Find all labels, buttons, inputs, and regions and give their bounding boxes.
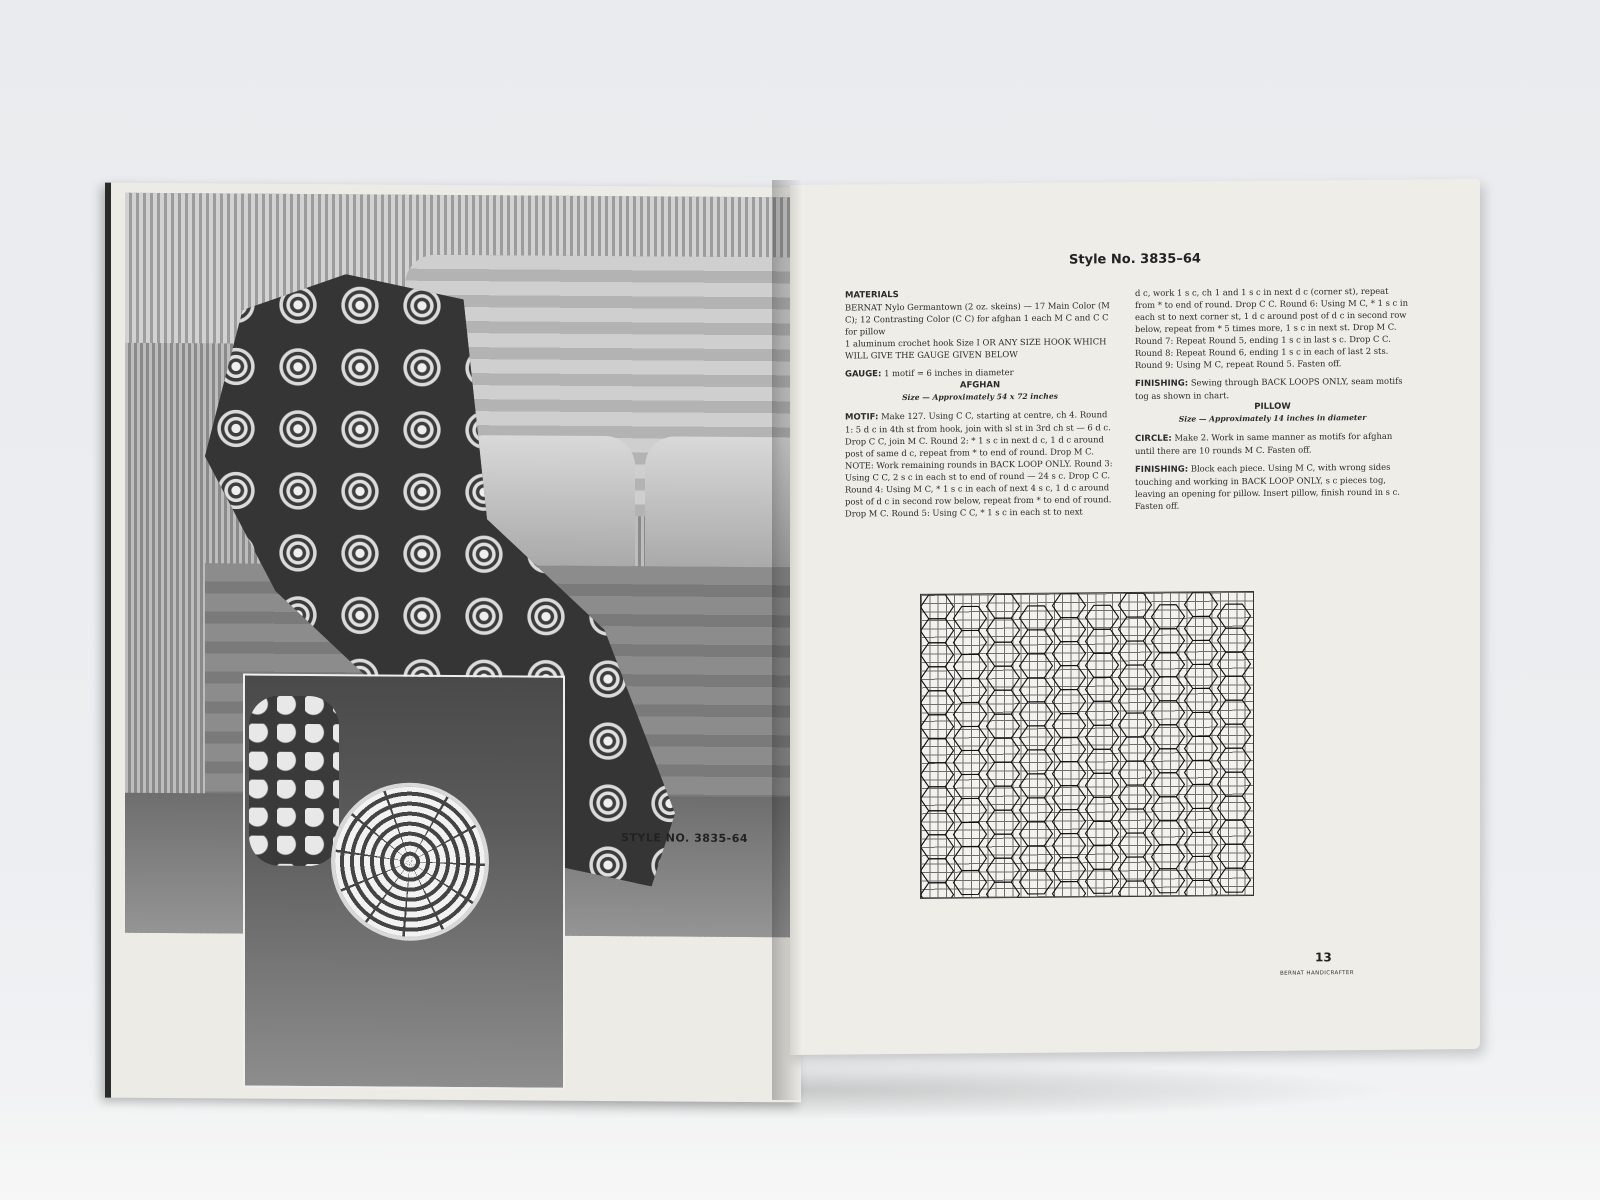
hexagon-motif-outline bbox=[1218, 652, 1251, 676]
hexagon-motif-outline bbox=[1119, 857, 1152, 881]
motif-paragraph bbox=[845, 408, 1115, 519]
hexagon-motif-outline bbox=[987, 714, 1020, 738]
hexagon-motif-outline bbox=[1185, 592, 1218, 616]
hexagon-motif-outline bbox=[921, 619, 954, 643]
hexagon-motif-outline bbox=[1152, 749, 1185, 773]
hexagon-motif-outline bbox=[1053, 665, 1086, 689]
hexagon-motif-outline bbox=[1185, 760, 1218, 784]
hexagon-motif-outline bbox=[1086, 701, 1119, 725]
finishing-text: Block each piece. Using M C, with wrong sides touching and working in BACK LOOP ONLY, s c pieces tog, leaving an opening for pillow. Insert pillow, finish round in s c. Fasten off. bbox=[1135, 461, 1400, 511]
hexagon-motif-outline bbox=[1020, 702, 1053, 726]
hexagon-motif-outline bbox=[1119, 593, 1152, 617]
hexagon-motif-outline bbox=[1053, 641, 1086, 665]
hexagon-layout-chart bbox=[920, 591, 1254, 899]
hexagon-motif-outline bbox=[921, 883, 954, 898]
hexagon-motif-outline bbox=[921, 667, 954, 691]
hexagon-motif-outline bbox=[1020, 678, 1053, 702]
hexagon-motif-outline bbox=[1185, 832, 1218, 856]
hexagon-motif-outline bbox=[921, 595, 954, 619]
hexagon-motif-outline bbox=[1152, 653, 1185, 677]
hexagon-motif-outline bbox=[1185, 664, 1218, 688]
hexagon-motif-outline bbox=[921, 787, 954, 811]
hexagon-motif-outline bbox=[954, 726, 987, 750]
finishing-afghan bbox=[1135, 375, 1410, 402]
gauge-text: 1 motif = 6 inches in diameter bbox=[884, 367, 1014, 379]
hexagon-motif-outline bbox=[1020, 846, 1053, 870]
hexagon-motif-outline bbox=[921, 811, 954, 835]
hexagon-motif-outline bbox=[1053, 833, 1086, 857]
hexagon-motif-outline bbox=[1152, 629, 1185, 653]
hexagon-motif-outline bbox=[1086, 725, 1119, 749]
hexagon-motif-outline bbox=[1185, 712, 1218, 736]
hexagon-motif-outline bbox=[987, 834, 1020, 858]
hexagon-motif-outline bbox=[1020, 654, 1053, 678]
hexagon-motif-outline bbox=[1119, 665, 1152, 689]
hexagon-motif-outline bbox=[1218, 628, 1251, 652]
hexagon-motif-outline bbox=[987, 738, 1020, 762]
hexagon-motif-outline bbox=[1053, 857, 1086, 881]
hexagon-motif-outline bbox=[1152, 821, 1185, 845]
hexagon-motif-outline bbox=[954, 630, 987, 654]
hexagon-motif-outline bbox=[1053, 809, 1086, 833]
motif-label: MOTIF: bbox=[845, 412, 879, 423]
hexagon-motif-outline bbox=[1152, 797, 1185, 821]
hexagon-motif-outline bbox=[921, 739, 954, 763]
afghan-heading: AFGHAN bbox=[959, 380, 1001, 391]
hexagon-motif-outline bbox=[1218, 724, 1251, 748]
hexagon-outlines bbox=[921, 592, 1253, 898]
hexagon-motif-outline bbox=[954, 678, 987, 702]
hexagon-motif-outline bbox=[987, 882, 1020, 898]
hexagon-motif-outline bbox=[987, 858, 1020, 882]
hexagon-motif-outline bbox=[1119, 641, 1152, 665]
publisher-footer: BERNAT HANDICRAFTER bbox=[1280, 970, 1355, 977]
flower-arrangement bbox=[249, 696, 339, 867]
hexagon-motif-outline bbox=[987, 642, 1020, 666]
hook-text: 1 aluminum crochet hook Size I OR ANY SIZE HOOK WHICH WILL GIVE THE GAUGE GIVEN BELOW bbox=[845, 336, 1107, 361]
hexagon-motif-outline bbox=[1086, 797, 1119, 821]
pillow-spokes bbox=[335, 786, 485, 937]
hexagon-motif-outline bbox=[1086, 773, 1119, 797]
hexagon-motif-outline bbox=[1185, 616, 1218, 640]
hexagon-motif-outline bbox=[1119, 737, 1152, 761]
page-title: Style No. 3835–64 bbox=[1069, 251, 1201, 268]
hexagon-motif-outline bbox=[1119, 785, 1152, 809]
hexagon-motif-outline bbox=[1053, 761, 1086, 785]
hexagon-motif-outline bbox=[1119, 881, 1152, 898]
hexagon-motif-outline bbox=[1086, 821, 1119, 845]
hexagon-motif-outline bbox=[1086, 605, 1119, 629]
hexagon-motif-outline bbox=[1020, 822, 1053, 846]
hexagon-motif-outline bbox=[1119, 809, 1152, 833]
hexagon-motif-outline bbox=[1152, 773, 1185, 797]
motif-text: Make 127. Using C C, starting at centre, ch 4. Round 1: 5 d c in 4th st from hook, join with sl st in 3rd ch st — 6 d c. Drop C C, join M C. Round 2: * 1 s c in next d c, 1 d c around post of same d c, repeat from * to end of round. Drop M C. NOTE: Work remaining rounds in BACK LOOP ONLY. Round 3: Using C C, 2 s c in each st to end of round — 24 s c. Drop C C. Round 4: Using M C, * 1 s c in each of next 4 s c, 1 d c around post of d c in second row below, repeat from * to end of round. Drop M C. Round 5: Using C C, * 1 s c in each st to next bbox=[845, 409, 1113, 519]
hexagon-motif-outline bbox=[987, 618, 1020, 642]
left-style-label: STYLE NO. 3835-64 bbox=[621, 831, 749, 846]
hexagon-motif-outline bbox=[921, 835, 954, 859]
finishing-pillow bbox=[1135, 461, 1410, 512]
hexagon-motif-outline bbox=[1086, 869, 1119, 893]
hexagon-motif-outline bbox=[1086, 653, 1119, 677]
hexagon-motif-outline bbox=[921, 691, 954, 715]
hexagon-motif-outline bbox=[1185, 808, 1218, 832]
hexagon-motif-outline bbox=[987, 762, 1020, 786]
hexagon-motif-outline bbox=[1086, 749, 1119, 773]
hexagon-motif-outline bbox=[1152, 701, 1185, 725]
materials-text: BERNAT Nylo Germantown (2 oz. skeins) — 17 Main Color (M C); 12 Contrasting Color (C C) for afghan 1 each M C and C C for pillow bbox=[845, 300, 1110, 337]
hexagon-motif-outline bbox=[954, 846, 987, 870]
hexagon-motif-outline bbox=[921, 715, 954, 739]
hexagon-motif-outline bbox=[1086, 845, 1119, 869]
hexagon-motif-outline bbox=[1020, 606, 1053, 630]
hexagon-motif-outline bbox=[1020, 870, 1053, 894]
hexagon-motif-outline bbox=[1152, 677, 1185, 701]
left-page bbox=[105, 183, 801, 1103]
afghan-size: Size — Approximately 54 x 72 inches bbox=[902, 391, 1058, 403]
hexagon-motif-outline bbox=[1119, 713, 1152, 737]
hexagon-motif-outline bbox=[1119, 689, 1152, 713]
finishing-label: FINISHING: bbox=[1135, 378, 1189, 389]
hexagon-motif-outline bbox=[1020, 726, 1053, 750]
hexagon-motif-outline bbox=[1053, 593, 1086, 617]
hexagon-motif-outline bbox=[1152, 605, 1185, 629]
pillow-photo bbox=[243, 674, 565, 1090]
hexagon-motif-outline bbox=[1119, 833, 1152, 857]
hexagon-motif-outline bbox=[954, 870, 987, 894]
hexagon-motif-outline bbox=[987, 810, 1020, 834]
hexagon-motif-outline bbox=[1185, 856, 1218, 880]
hexagon-motif-outline bbox=[954, 822, 987, 846]
hexagon-motif-outline bbox=[1185, 640, 1218, 664]
materials-heading: MATERIALS bbox=[845, 290, 899, 301]
hexagon-motif-outline bbox=[921, 763, 954, 787]
hexagon-motif-outline bbox=[1053, 881, 1086, 897]
hexagon-motif-outline bbox=[987, 666, 1020, 690]
circle-label: CIRCLE: bbox=[1135, 433, 1172, 444]
hexagon-motif-outline bbox=[1020, 750, 1053, 774]
hexagon-motif-outline bbox=[954, 702, 987, 726]
hexagon-motif-outline bbox=[1053, 785, 1086, 809]
hexagon-motif-outline bbox=[1053, 713, 1086, 737]
hexagon-motif-outline bbox=[1053, 737, 1086, 761]
hexagon-motif-outline bbox=[1218, 820, 1251, 844]
hexagon-motif-outline bbox=[1152, 845, 1185, 869]
hexagon-motif-outline bbox=[987, 786, 1020, 810]
hexagon-motif-outline bbox=[1185, 784, 1218, 808]
hexagon-motif-outline bbox=[1185, 736, 1218, 760]
hexagon-motif-outline bbox=[1218, 868, 1251, 892]
hexagon-motif-outline bbox=[1020, 798, 1053, 822]
circle-text: Make 2. Work in same manner as motifs for afghan until there are 10 rounds M C. Fasten off. bbox=[1135, 430, 1393, 456]
hexagon-motif-outline bbox=[954, 606, 987, 630]
instructions-column-left bbox=[845, 287, 1115, 519]
hexagon-motif-outline bbox=[1218, 676, 1251, 700]
hexagon-motif-outline bbox=[921, 859, 954, 883]
finishing-text: Sewing through BACK LOOPS ONLY, seam motifs tog as shown in chart. bbox=[1135, 375, 1403, 401]
hexagon-motif-outline bbox=[954, 750, 987, 774]
hexagon-motif-outline bbox=[987, 690, 1020, 714]
hexagon-motif-outline bbox=[1218, 796, 1251, 820]
hexagon-motif-outline bbox=[1218, 700, 1251, 724]
pillow-heading: PILLOW bbox=[1254, 401, 1291, 412]
hexagon-motif-outline bbox=[1185, 688, 1218, 712]
hexagon-motif-outline bbox=[1152, 869, 1185, 893]
hexagon-motif-outline bbox=[1218, 604, 1251, 628]
pillow-size: Size — Approximately 14 inches in diameter bbox=[1178, 412, 1367, 424]
hexagon-motif-outline bbox=[1020, 630, 1053, 654]
gauge-label: GAUGE: bbox=[845, 369, 882, 380]
hexagon-motif-outline bbox=[921, 643, 954, 667]
hexagon-motif-outline bbox=[1119, 761, 1152, 785]
hexagon-motif-outline bbox=[1086, 629, 1119, 653]
hexagon-motif-outline bbox=[1053, 689, 1086, 713]
hexagon-motif-outline bbox=[1218, 772, 1251, 796]
hexagon-motif-outline bbox=[987, 594, 1020, 618]
instructions-column-right bbox=[1135, 285, 1410, 512]
hexagon-motif-outline bbox=[1152, 725, 1185, 749]
circle-paragraph bbox=[1135, 430, 1410, 457]
hexagon-motif-outline bbox=[1086, 677, 1119, 701]
hexagon-motif-outline bbox=[1218, 748, 1251, 772]
finishing-label: FINISHING: bbox=[1135, 464, 1189, 475]
hexagon-motif-outline bbox=[1218, 844, 1251, 868]
right-page bbox=[790, 179, 1480, 1055]
hexagon-motif-outline bbox=[954, 798, 987, 822]
hexagon-motif-outline bbox=[1185, 880, 1218, 898]
hexagon-motif-outline bbox=[1119, 617, 1152, 641]
hexagon-motif-outline bbox=[954, 774, 987, 798]
page-number: 13 bbox=[1315, 950, 1332, 965]
hexagon-motif-outline bbox=[954, 654, 987, 678]
hexagon-motif-outline bbox=[1053, 617, 1086, 641]
motif-text-continued: d c, work 1 s c, ch 1 and 1 s c in next d c (corner st), repeat from * to end of round. Drop C C. Round 6: Using M C, * 1 s c in each st to next corner st, 1 d c around post of d c in second row below, repeat from * 5 times more, 1 s c in next st. Drop M C. Round 7: Repeat Round 5, ending 1 s c in last s c. Drop C C. Round 8: Repeat Round 6, ending 1 s c in each of last 2 sts. Round 9: Using M C, repeat Round 5. Fasten off. bbox=[1135, 285, 1408, 370]
hexagon-motif-outline bbox=[1020, 774, 1053, 798]
